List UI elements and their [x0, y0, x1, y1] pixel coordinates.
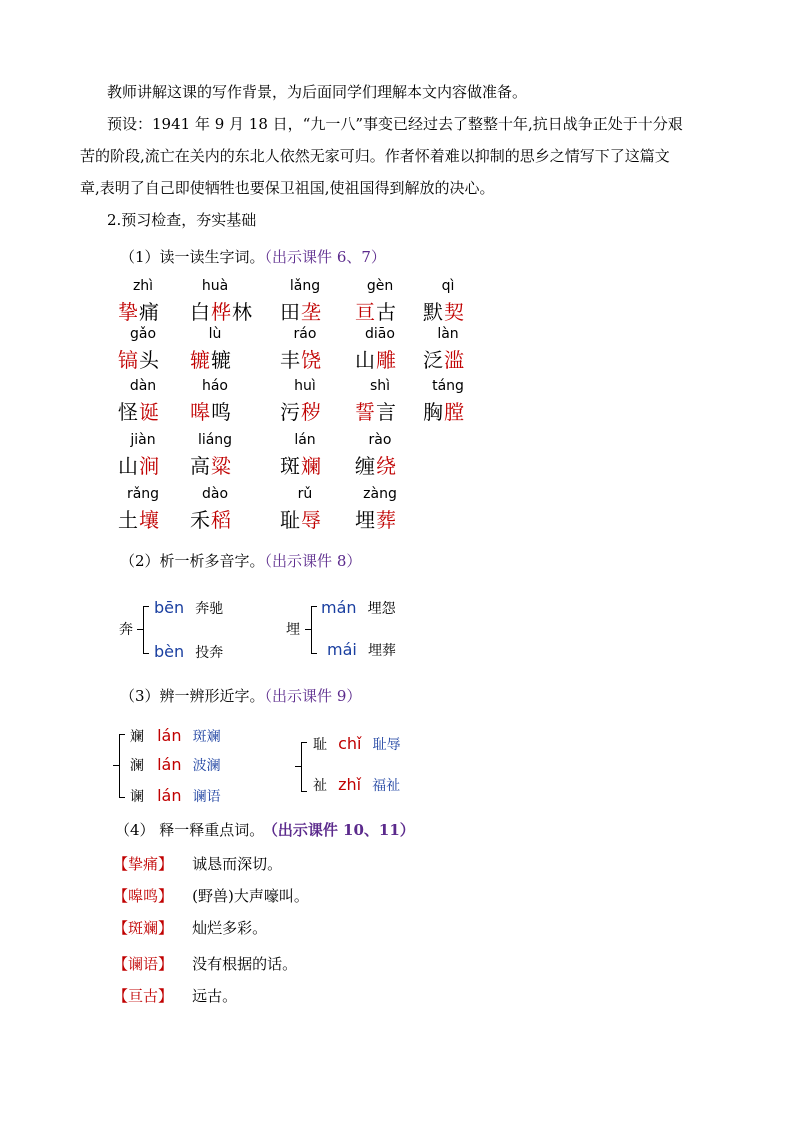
polyphone-2-word-2: 埋葬	[367, 643, 396, 659]
brace-2-tip	[305, 629, 311, 630]
vocab-word	[118, 396, 178, 425]
vocab-word	[355, 504, 415, 533]
vocab-pinyin: qì	[441, 278, 455, 294]
intro-line-1: 教师讲解这课的写作背景，为后面同学们理解本文内容做准备。	[107, 83, 528, 101]
vocab-item	[118, 486, 178, 533]
polyphone-1-pinyin-1: bēn	[154, 598, 185, 617]
vocab-pinyin: dàn	[129, 378, 157, 394]
vocab-pinyin: jiàn	[130, 432, 156, 448]
vocab-word	[280, 396, 340, 425]
similar-1-pinyin-2: lán	[157, 755, 182, 774]
vocab-item	[423, 278, 483, 325]
part2-heading-text: （2）析一析多音字。	[120, 552, 265, 570]
part3-heading-text: （3）辨一辨形近字。	[120, 687, 265, 705]
vocab-new-char: 辘	[190, 348, 211, 372]
polyphone-2-item-2	[327, 640, 396, 660]
vocab-word	[118, 450, 178, 479]
vocab-char: 怪	[118, 400, 139, 424]
vocab-char: 古	[376, 300, 397, 324]
term-row-4	[113, 953, 297, 974]
vocab-pinyin: háo	[201, 378, 229, 394]
vocab-char: 辘	[211, 348, 232, 372]
vocab-new-char: 桦	[211, 300, 232, 324]
vocab-char: 田	[280, 300, 301, 324]
vocab-item	[190, 486, 250, 533]
term-1: 【挚痛】	[113, 855, 174, 873]
vocab-new-char: 斓	[301, 454, 322, 478]
vocab-new-char: 诞	[139, 400, 160, 424]
similar-1-char-3: 谰	[130, 789, 144, 805]
vocab-word	[423, 396, 483, 425]
similar-1-word-2: 波澜	[192, 758, 221, 774]
term-1-def: 诚恳而深切。	[192, 855, 283, 873]
vocab-word	[423, 344, 483, 373]
brace-1	[143, 606, 144, 654]
vocab-word	[355, 344, 415, 373]
vocab-char: 山	[355, 348, 376, 372]
term-2: 【嗥鸣】	[113, 887, 174, 905]
vocab-item	[423, 326, 483, 373]
vocab-pinyin: liáng	[197, 432, 233, 448]
intro-line-3: 苦的阶段,流亡在关内的东北人依然无家可归。作者怀着难以抑制的思乡之情写下了这篇文	[80, 147, 670, 165]
vocab-word	[190, 296, 253, 325]
vocab-word	[355, 450, 415, 479]
term-row-2	[113, 885, 309, 906]
part3-note: （出示课件 9）	[264, 687, 362, 705]
vocab-char: 林	[232, 300, 253, 324]
vocab-char: 污	[280, 400, 301, 424]
vocab-char: 耻	[280, 508, 301, 532]
part4-heading-text: （4） 释一释重点词。	[115, 821, 265, 839]
vocab-item	[280, 432, 340, 479]
polyphone-1-item-1	[154, 598, 223, 618]
term-row-3	[113, 917, 267, 938]
vocab-word	[190, 396, 250, 425]
part1-heading-text: （1）读一读生字词。	[120, 248, 265, 266]
similar-2-word-1: 耻辱	[372, 737, 401, 753]
vocab-item	[355, 378, 415, 425]
polyphone-2-word-1: 埋怨	[367, 601, 396, 617]
similar-1-row-3	[130, 786, 221, 806]
vocab-pinyin: rǎng	[126, 486, 160, 502]
term-5: 【亘古】	[113, 987, 174, 1005]
vocab-char: 土	[118, 508, 139, 532]
vocab-pinyin: zhì	[132, 278, 154, 294]
vocab-pinyin: diāo	[365, 326, 395, 342]
polyphone-1-pinyin-2: bèn	[154, 642, 185, 661]
vocab-item	[280, 326, 340, 373]
vocab-pinyin: zàng	[363, 486, 397, 502]
vocab-item	[280, 378, 340, 425]
vocab-new-char: 涧	[139, 454, 160, 478]
similar-2-row-2	[313, 775, 400, 795]
vocab-char: 山	[118, 454, 139, 478]
vocab-item	[190, 326, 250, 373]
vocab-item	[190, 378, 250, 425]
vocab-word	[280, 504, 340, 533]
vocab-pinyin: gèn	[366, 278, 394, 294]
vocab-pinyin: lán	[294, 432, 316, 448]
vocab-new-char: 滥	[444, 348, 465, 372]
term-4: 【谰语】	[113, 955, 174, 973]
vocab-pinyin: làn	[437, 326, 459, 342]
similar-1-char-2: 澜	[130, 758, 144, 774]
vocab-new-char: 葬	[376, 508, 397, 532]
vocab-item	[355, 326, 415, 373]
vocab-char: 泛	[423, 348, 444, 372]
vocab-item	[355, 278, 415, 325]
vocab-pinyin: lǎng	[289, 278, 321, 294]
brace-1-tip	[137, 629, 143, 630]
part4-note: （出示课件 10、11）	[270, 821, 415, 839]
vocab-char: 胸	[423, 400, 444, 424]
vocab-word	[355, 296, 415, 325]
polyphone-1-item-2	[154, 642, 223, 662]
brace-4-tip	[295, 766, 301, 767]
vocab-char: 高	[190, 454, 211, 478]
vocab-word	[190, 344, 250, 373]
vocab-item	[355, 432, 415, 479]
brace-3-tip	[113, 765, 119, 766]
brace-3	[119, 734, 120, 798]
polyphone-char-1: 奔	[119, 622, 133, 638]
similar-1-word-1: 斑斓	[192, 729, 221, 745]
similar-2-pinyin-1: chǐ	[338, 734, 362, 753]
vocab-char: 禾	[190, 508, 211, 532]
vocab-word	[190, 450, 250, 479]
vocab-pinyin: dào	[201, 486, 229, 502]
intro-line-2: 1941 年 9 月 18 日，“九一八”事变已经过去了整整十年,抗日战争正处于十分艰	[152, 115, 683, 133]
term-4-def: 没有根据的话。	[192, 955, 298, 973]
vocab-char: 缠	[355, 454, 376, 478]
vocab-pinyin: gǎo	[129, 326, 157, 342]
similar-2-char-2: 祉	[313, 778, 327, 794]
vocab-new-char: 垄	[301, 300, 322, 324]
vocab-item	[355, 486, 415, 533]
vocab-word	[280, 296, 340, 325]
part1-note: （出示课件 6、7）	[264, 248, 386, 266]
vocab-item	[190, 432, 250, 479]
similar-1-row-2	[130, 755, 221, 775]
part4-heading	[115, 820, 415, 840]
polyphone-2-pinyin-2: mái	[327, 640, 357, 659]
term-row-1	[113, 853, 282, 874]
vocab-char: 埋	[355, 508, 376, 532]
similar-1-pinyin-3: lán	[157, 786, 182, 805]
term-3: 【斑斓】	[113, 919, 174, 937]
vocab-item	[118, 278, 178, 325]
vocab-word	[118, 504, 178, 533]
vocab-item	[118, 378, 178, 425]
vocab-char: 默	[423, 300, 444, 324]
term-2-def: (野兽)大声嚎叫。	[192, 887, 309, 905]
vocab-new-char: 膛	[444, 400, 465, 424]
vocab-new-char: 雕	[376, 348, 397, 372]
term-row-5	[113, 985, 237, 1006]
polyphone-1-word-1: 奔驰	[195, 601, 224, 617]
vocab-pinyin: ráo	[293, 326, 317, 342]
vocab-new-char: 嗥	[190, 400, 211, 424]
vocab-new-char: 誓	[355, 400, 376, 424]
vocab-word	[190, 504, 250, 533]
vocab-new-char: 稻	[211, 508, 232, 532]
vocab-new-char: 挚	[118, 300, 139, 324]
similar-1-word-3: 谰语	[192, 789, 221, 805]
part2-note: （出示课件 8）	[264, 552, 362, 570]
vocab-new-char: 绕	[376, 454, 397, 478]
vocab-pinyin: rǔ	[297, 486, 313, 502]
similar-1-row-1	[130, 726, 221, 746]
vocab-char: 言	[376, 400, 397, 424]
polyphone-char-2: 埋	[286, 622, 300, 638]
vocab-pinyin: táng	[432, 378, 464, 394]
vocab-new-char: 辱	[301, 508, 322, 532]
vocab-pinyin: shì	[369, 378, 391, 394]
brace-4	[301, 742, 302, 792]
vocab-new-char: 镐	[118, 348, 139, 372]
brace-2	[311, 606, 312, 654]
vocab-new-char: 秽	[301, 400, 322, 424]
vocab-item	[118, 432, 178, 479]
vocab-item	[423, 378, 483, 425]
vocab-word	[280, 344, 340, 373]
part3-heading	[120, 686, 361, 706]
vocab-new-char: 饶	[301, 348, 322, 372]
vocab-item	[190, 278, 253, 325]
vocab-item	[280, 278, 340, 325]
vocab-word	[423, 296, 483, 325]
vocab-char: 鸣	[211, 400, 232, 424]
section-2-title: 2.预习检查，夯实基础	[107, 211, 257, 229]
polyphone-1-word-2: 投奔	[195, 645, 224, 661]
term-5-def: 远古。	[192, 987, 238, 1005]
vocab-char: 头	[139, 348, 160, 372]
part1-heading	[120, 247, 386, 267]
vocab-word	[118, 296, 178, 325]
vocab-word	[118, 344, 178, 373]
term-3-def: 灿烂多彩。	[192, 919, 268, 937]
vocab-pinyin: lù	[208, 326, 222, 342]
preset-label: 预设：	[107, 115, 153, 133]
similar-1-char-1: 斓	[130, 729, 144, 745]
vocab-char: 丰	[280, 348, 301, 372]
similar-2-row-1	[313, 734, 401, 754]
polyphone-2-item-1	[321, 598, 396, 618]
vocab-pinyin: huà	[201, 278, 229, 294]
vocab-word	[355, 396, 415, 425]
vocab-char: 斑	[280, 454, 301, 478]
intro-preset	[107, 114, 683, 134]
vocab-item	[118, 326, 178, 373]
vocab-new-char: 粱	[211, 454, 232, 478]
vocab-char: 白	[190, 300, 211, 324]
similar-2-char-1: 耻	[313, 737, 327, 753]
part2-heading	[120, 551, 361, 571]
vocab-char: 痛	[139, 300, 160, 324]
vocab-new-char: 壤	[139, 508, 160, 532]
similar-2-word-2: 福祉	[372, 778, 401, 794]
vocab-pinyin: huì	[294, 378, 316, 394]
intro-line-4: 章,表明了自己即使牺牲也要保卫祖国,使祖国得到解放的决心。	[80, 179, 495, 197]
vocab-pinyin: rào	[368, 432, 392, 448]
similar-2-pinyin-2: zhǐ	[338, 775, 362, 794]
vocab-new-char: 亘	[355, 300, 376, 324]
similar-1-pinyin-1: lán	[157, 726, 182, 745]
vocab-item	[280, 486, 340, 533]
vocab-new-char: 契	[444, 300, 465, 324]
polyphone-2-pinyin-1: mán	[321, 598, 357, 617]
vocab-word	[280, 450, 340, 479]
